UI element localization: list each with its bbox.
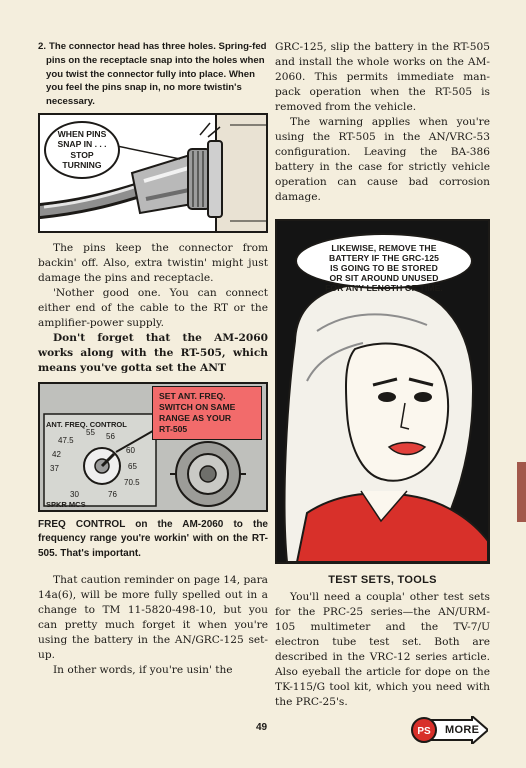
paragraph-cable: 'Nother good one. You can connect either end of the cable to the RT or the amplifier-power supply.: [38, 286, 268, 329]
step-text: The connector head has three holes. Spring-fed pins on the receptacle snap into the holes when you twist the connector fully into place. When you feel the pins snap in, no more twistin's necessary.: [46, 41, 267, 108]
dial-mark: 56: [106, 431, 115, 441]
dial-mark: 37: [50, 463, 59, 473]
spkr-mcs-label: SPKR MCS: [46, 499, 86, 509]
dial-mark: 30: [70, 489, 79, 499]
more-label[interactable]: MORE: [445, 724, 480, 736]
page-number: 49: [256, 722, 268, 733]
freq-control-caption: FREQ CONTROL on the AM-2060 to the frequency range you're workin' with on the RT-505. That's important.: [38, 518, 268, 559]
set-freq-callout: SET ANT. FREQ. SWITCH ON SAME RANGE AS YOUR RT-505: [152, 386, 262, 440]
paragraph-continued: GRC-125, slip the battery in the RT-505 and install the whole works on the AM-2060. This permits immediate man-pack operation when the RT-505 is removed from the vehicle.: [275, 41, 490, 113]
paragraph-warning: The warning applies when you're using the RT-505 in the AN/VRC-53 configuration. Leaving the BA-386 battery in the case for strictly vehicle operation can cause bad corrosion damage.: [275, 116, 490, 203]
speech-bubble: LIKEWISE, REMOVE THE BATTERY IF THE GRC-125 IS GOING TO BE STORED OR SIT AROUND UNUSED LENGTH OF TIME.: [295, 233, 473, 289]
comic-panel: [275, 219, 490, 564]
paragraph-other-words: In other words, if you're usin' the: [53, 664, 233, 677]
dial-mark: 60: [126, 445, 135, 455]
paragraph-caution: That caution reminder on page 14, para 14a(6), will be more fully spelled out in a change to TM 11-5820-498-10, but you can pretty much forget it when you're using the battery in the AN/GRC-125 set-up.: [38, 574, 268, 662]
step-number: 2.: [38, 41, 47, 52]
dial-mark: 76: [108, 489, 117, 499]
paragraph-am2060: Don't forget that the AM-2060 works along with the RT-505, which means you've gotta set the ANT: [38, 331, 268, 374]
dial-mark: 47.5: [58, 435, 74, 445]
paragraph-test-sets: You'll need a coupla' other test sets for the PRC-25 series—the AN/URM-105 multimeter and the TV-7/U electron tube test set. Both are described in the VRC-12 series article. Also eyeball the article for dope on the TK-115/G tool kit, which you need with the PRC-25's.: [275, 591, 490, 708]
page-edge-tab: [517, 462, 526, 522]
ant-freq-control-label: ANT. FREQ. CONTROL: [46, 419, 127, 429]
paragraph-pins: The pins keep the connector from backin' off. Also, extra twistin' might just damage the pins and receptacle.: [38, 241, 268, 284]
ps-logo-text: PS: [417, 726, 431, 737]
freq-control-illustration: [38, 382, 268, 512]
step-2: [38, 40, 268, 109]
right-column: [275, 40, 490, 710]
dial-mark: 55: [86, 427, 95, 437]
stop-turning-callout: WHEN PINS SNAP IN . . . STOP TURNING: [44, 121, 120, 179]
dial-mark: 70.5: [124, 477, 140, 487]
dial-mark: 42: [52, 449, 61, 459]
connector-illustration: [38, 113, 268, 233]
section-heading-test-sets: TEST SETS, TOOLS: [328, 574, 437, 586]
left-column: [38, 40, 268, 678]
dial-mark: 65: [128, 461, 137, 471]
